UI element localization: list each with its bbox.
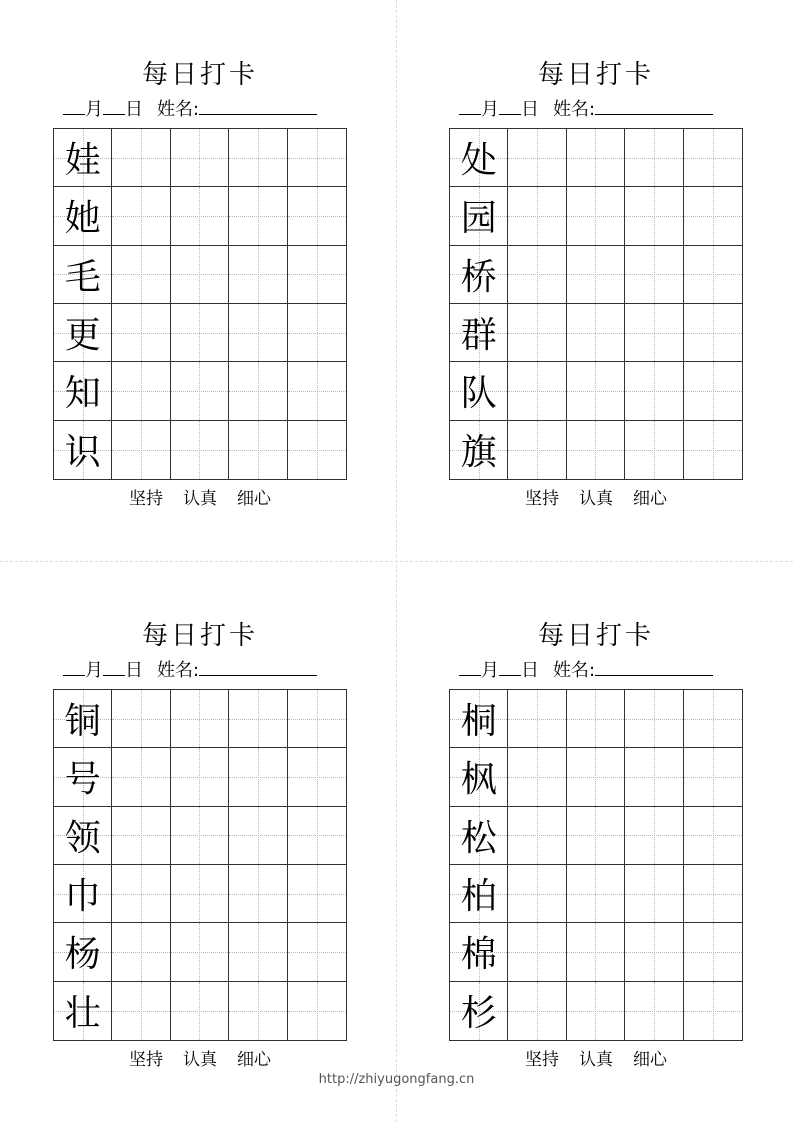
checkin-card <box>53 561 347 1070</box>
month-blank[interactable] <box>459 657 481 676</box>
practice-cell[interactable] <box>112 187 170 245</box>
model-character: 领 <box>64 817 101 859</box>
motto-word: 细心 <box>237 1050 271 1070</box>
practice-cell[interactable] <box>112 129 170 187</box>
practice-cell[interactable] <box>508 982 566 1040</box>
practice-cell[interactable] <box>229 187 287 245</box>
model-character-cell <box>450 748 508 806</box>
motto <box>449 1049 743 1071</box>
model-character: 柏 <box>460 876 497 918</box>
model-character-cell <box>450 923 508 981</box>
practice-cell[interactable] <box>508 690 566 748</box>
practice-cell[interactable] <box>171 304 229 362</box>
practice-cell[interactable] <box>508 807 566 865</box>
practice-cell[interactable] <box>625 129 683 187</box>
practice-cell[interactable] <box>288 129 346 187</box>
practice-cell[interactable] <box>229 865 287 923</box>
date-name-line <box>63 657 347 681</box>
practice-cell[interactable] <box>567 129 625 187</box>
practice-cell[interactable] <box>508 748 566 806</box>
day-label: 日 <box>125 99 143 120</box>
practice-cell[interactable] <box>684 129 742 187</box>
writing-grid <box>449 689 743 1041</box>
practice-cell[interactable] <box>567 362 625 420</box>
practice-cell[interactable] <box>684 690 742 748</box>
model-character: 号 <box>64 759 101 801</box>
date-name-line <box>63 96 347 120</box>
model-character: 棉 <box>460 934 497 976</box>
day-blank[interactable] <box>103 96 125 115</box>
month-blank[interactable] <box>459 96 481 115</box>
practice-cell[interactable] <box>567 923 625 981</box>
model-character-cell <box>450 807 508 865</box>
practice-cell[interactable] <box>229 923 287 981</box>
writing-grid <box>53 689 347 1041</box>
practice-cell[interactable] <box>112 923 170 981</box>
motto-word: 坚持 <box>129 1050 163 1070</box>
practice-cell[interactable] <box>684 362 742 420</box>
motto <box>449 488 743 510</box>
practice-cell[interactable] <box>567 187 625 245</box>
model-character-cell <box>450 362 508 420</box>
practice-cell[interactable] <box>229 748 287 806</box>
practice-cell[interactable] <box>288 982 346 1040</box>
practice-cell[interactable] <box>684 246 742 304</box>
practice-cell[interactable] <box>567 982 625 1040</box>
model-character-cell <box>450 304 508 362</box>
practice-cell[interactable] <box>288 421 346 479</box>
footer-url: http://zhiyugongfang.cn <box>318 1072 475 1087</box>
model-character: 杉 <box>460 993 497 1035</box>
model-character: 更 <box>64 315 101 357</box>
name-label: 姓名: <box>157 99 200 120</box>
day-label: 日 <box>125 660 143 681</box>
motto <box>53 488 347 510</box>
model-character-cell <box>54 187 112 245</box>
card-title: 每日打卡 <box>141 60 258 90</box>
practice-cell[interactable] <box>567 421 625 479</box>
practice-cell[interactable] <box>288 923 346 981</box>
writing-grid <box>449 128 743 480</box>
model-character-cell <box>54 362 112 420</box>
practice-cell[interactable] <box>567 865 625 923</box>
date-name-line <box>459 96 743 120</box>
model-character: 毛 <box>64 256 101 298</box>
day-label: 日 <box>521 660 539 681</box>
practice-cell[interactable] <box>508 304 566 362</box>
practice-cell[interactable] <box>508 187 566 245</box>
model-character-cell <box>54 690 112 748</box>
practice-cell[interactable] <box>684 807 742 865</box>
date-name-line <box>459 657 743 681</box>
checkin-card <box>53 0 347 509</box>
model-character-cell <box>450 129 508 187</box>
practice-cell[interactable] <box>171 187 229 245</box>
practice-cell[interactable] <box>625 362 683 420</box>
practice-cell[interactable] <box>508 246 566 304</box>
model-character: 队 <box>460 373 497 415</box>
practice-cell[interactable] <box>288 690 346 748</box>
practice-cell[interactable] <box>171 690 229 748</box>
model-character: 铜 <box>64 701 101 743</box>
practice-cell[interactable] <box>508 865 566 923</box>
name-blank[interactable] <box>199 96 317 115</box>
day-blank[interactable] <box>499 657 521 676</box>
practice-cell[interactable] <box>567 246 625 304</box>
day-blank[interactable] <box>499 96 521 115</box>
practice-cell[interactable] <box>229 807 287 865</box>
practice-cell[interactable] <box>625 982 683 1040</box>
month-label: 月 <box>481 660 499 681</box>
practice-cell[interactable] <box>508 362 566 420</box>
practice-cell[interactable] <box>684 865 742 923</box>
motto <box>53 1049 347 1071</box>
practice-cell[interactable] <box>112 690 170 748</box>
model-character: 她 <box>64 198 101 240</box>
model-character: 旗 <box>460 432 497 474</box>
practice-cell[interactable] <box>684 187 742 245</box>
model-character-cell <box>450 982 508 1040</box>
practice-cell[interactable] <box>171 246 229 304</box>
practice-cell[interactable] <box>229 129 287 187</box>
model-character-cell <box>54 421 112 479</box>
month-label: 月 <box>85 99 103 120</box>
practice-cell[interactable] <box>684 982 742 1040</box>
motto-word: 坚持 <box>129 489 163 509</box>
practice-cell[interactable] <box>625 748 683 806</box>
model-character-cell <box>450 865 508 923</box>
model-character: 识 <box>64 432 101 474</box>
practice-cell[interactable] <box>684 748 742 806</box>
checkin-card <box>449 561 743 1070</box>
practice-cell[interactable] <box>567 304 625 362</box>
model-character-cell <box>450 187 508 245</box>
practice-cell[interactable] <box>625 807 683 865</box>
practice-cell[interactable] <box>229 304 287 362</box>
practice-cell[interactable] <box>567 807 625 865</box>
practice-cell[interactable] <box>288 865 346 923</box>
model-character: 处 <box>460 140 497 182</box>
practice-cell[interactable] <box>171 982 229 1040</box>
practice-cell[interactable] <box>567 690 625 748</box>
model-character-cell <box>54 982 112 1040</box>
model-character: 杨 <box>64 934 101 976</box>
model-character-cell <box>54 304 112 362</box>
model-character-cell <box>54 923 112 981</box>
motto-word: 认真 <box>579 1050 613 1070</box>
practice-cell[interactable] <box>625 923 683 981</box>
practice-cell[interactable] <box>112 982 170 1040</box>
card-title: 每日打卡 <box>537 621 654 651</box>
writing-grid <box>53 128 347 480</box>
month-label: 月 <box>85 660 103 681</box>
model-character-cell <box>54 807 112 865</box>
practice-cell[interactable] <box>112 748 170 806</box>
model-character-cell <box>450 690 508 748</box>
practice-cell[interactable] <box>171 748 229 806</box>
name-label: 姓名: <box>553 99 596 120</box>
card-title: 每日打卡 <box>141 621 258 651</box>
motto-word: 坚持 <box>525 489 559 509</box>
model-character: 娃 <box>64 140 101 182</box>
model-character: 园 <box>460 198 497 240</box>
motto-word: 认真 <box>183 1050 217 1070</box>
practice-cell[interactable] <box>625 304 683 362</box>
practice-cell[interactable] <box>112 246 170 304</box>
motto-word: 细心 <box>633 489 667 509</box>
name-blank[interactable] <box>595 657 713 676</box>
practice-cell[interactable] <box>684 923 742 981</box>
practice-cell[interactable] <box>171 129 229 187</box>
practice-cell[interactable] <box>684 304 742 362</box>
name-blank[interactable] <box>199 657 317 676</box>
model-character-cell <box>54 865 112 923</box>
practice-cell[interactable] <box>567 748 625 806</box>
model-character-cell <box>54 748 112 806</box>
practice-cell[interactable] <box>288 362 346 420</box>
practice-cell[interactable] <box>171 362 229 420</box>
practice-cell[interactable] <box>508 421 566 479</box>
model-character-cell <box>450 246 508 304</box>
model-character: 桐 <box>460 701 497 743</box>
practice-cell[interactable] <box>625 865 683 923</box>
model-character: 桥 <box>460 256 497 298</box>
model-character: 壮 <box>64 993 101 1035</box>
model-character: 群 <box>460 315 497 357</box>
practice-cell[interactable] <box>229 246 287 304</box>
practice-cell[interactable] <box>229 421 287 479</box>
model-character: 巾 <box>64 876 101 918</box>
practice-cell[interactable] <box>171 923 229 981</box>
checkin-card <box>449 0 743 509</box>
practice-cell[interactable] <box>288 807 346 865</box>
month-label: 月 <box>481 99 499 120</box>
model-character: 松 <box>460 817 497 859</box>
model-character: 知 <box>64 373 101 415</box>
month-blank[interactable] <box>63 96 85 115</box>
motto-word: 认真 <box>183 489 217 509</box>
day-label: 日 <box>521 99 539 120</box>
practice-cell[interactable] <box>288 304 346 362</box>
practice-cell[interactable] <box>625 421 683 479</box>
name-label: 姓名: <box>553 660 596 681</box>
model-character-cell <box>54 246 112 304</box>
practice-cell[interactable] <box>625 246 683 304</box>
practice-cell[interactable] <box>508 129 566 187</box>
practice-cell[interactable] <box>625 690 683 748</box>
practice-cell[interactable] <box>112 362 170 420</box>
practice-cell[interactable] <box>684 421 742 479</box>
practice-cell[interactable] <box>112 421 170 479</box>
name-label: 姓名: <box>157 660 200 681</box>
practice-cell[interactable] <box>625 187 683 245</box>
day-blank[interactable] <box>103 657 125 676</box>
model-character: 枫 <box>460 759 497 801</box>
practice-cell[interactable] <box>171 865 229 923</box>
practice-cell[interactable] <box>112 304 170 362</box>
practice-cell[interactable] <box>112 865 170 923</box>
practice-cell[interactable] <box>508 923 566 981</box>
model-character-cell <box>54 129 112 187</box>
practice-cell[interactable] <box>171 807 229 865</box>
practice-cell[interactable] <box>288 187 346 245</box>
motto-word: 细心 <box>633 1050 667 1070</box>
name-blank[interactable] <box>595 96 713 115</box>
card-title: 每日打卡 <box>537 60 654 90</box>
motto-word: 细心 <box>237 489 271 509</box>
practice-cell[interactable] <box>288 246 346 304</box>
practice-cell[interactable] <box>112 807 170 865</box>
practice-cell[interactable] <box>229 362 287 420</box>
practice-cell[interactable] <box>229 982 287 1040</box>
motto-word: 坚持 <box>525 1050 559 1070</box>
model-character-cell <box>450 421 508 479</box>
practice-cell[interactable] <box>288 748 346 806</box>
motto-word: 认真 <box>579 489 613 509</box>
month-blank[interactable] <box>63 657 85 676</box>
practice-cell[interactable] <box>229 690 287 748</box>
practice-cell[interactable] <box>171 421 229 479</box>
